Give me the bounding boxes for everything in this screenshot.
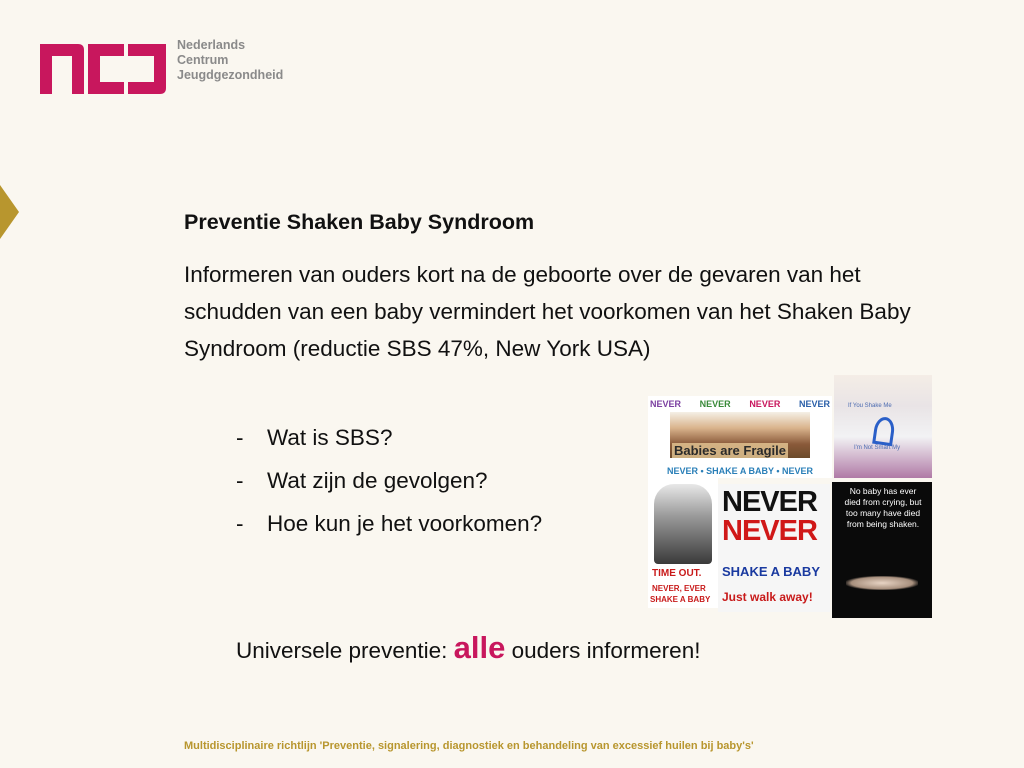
bullet-text: Wat is SBS? (267, 425, 393, 450)
side-arrow-marker (0, 185, 19, 239)
poster3-line2: NEVER, EVER (652, 584, 706, 593)
slide-title: Preventie Shaken Baby Syndroom (184, 210, 535, 234)
logo-line-1: Nederlands (177, 38, 246, 52)
ncj-logo (40, 38, 300, 98)
poster-no-baby-died (832, 482, 932, 618)
bullet-marker: - (236, 425, 244, 450)
universal-suffix: ouders informeren! (511, 638, 701, 663)
player-photo (654, 484, 712, 564)
universal-prefix: Universele preventie: (236, 638, 448, 663)
logo-line-3: Jeugdgezondheid (177, 68, 284, 82)
baby-silhouette (846, 576, 918, 590)
bullet-list (236, 416, 542, 545)
bullet-item (236, 416, 542, 459)
bullet-text: Wat zijn de gevolgen? (267, 468, 488, 493)
logo-line-2: Centrum (177, 53, 229, 67)
poster-never-shake (718, 484, 830, 612)
poster4-never-1: NEVER (722, 486, 817, 518)
universal-emphasis: alle (453, 630, 506, 665)
poster3-line3: SHAKE A BABY (650, 595, 711, 604)
poster4-shake: SHAKE A BABY (722, 564, 820, 579)
poster4-walk: Just walk away! (722, 590, 813, 604)
ribbon-icon (872, 416, 896, 447)
universal-prevention (236, 630, 700, 666)
bullet-text: Hoe kun je het voorkomen? (267, 511, 543, 536)
bullet-item (236, 459, 542, 502)
poster-babies-fragile (648, 396, 832, 478)
bullet-item (236, 502, 542, 545)
poster1-bottom: NEVER • SHAKE A BABY • NEVER (667, 466, 813, 476)
never-label: NEVER (699, 399, 731, 409)
poster5-text: No baby has ever died from crying, but too many have died from being shaken. (844, 486, 922, 529)
logo-text (177, 38, 283, 83)
never-label: NEVER (749, 399, 781, 409)
bullet-marker: - (236, 511, 244, 536)
slide-paragraph: Informeren van ouders kort na de geboorte over de gevaren van het schudden van een baby vermindert het voorkomen van het Shaken Baby Syndroom (reductie SBS 47%, New York USA) (184, 262, 911, 361)
shirt-text-top: If You Shake Me (848, 403, 892, 409)
poster-time-out (648, 478, 718, 608)
bullet-marker: - (236, 468, 244, 493)
never-label: NEVER (650, 399, 682, 409)
babies-caption: Babies are Fragile (674, 443, 786, 458)
footer-text: Multidisciplinaire richtlijn 'Preventie, signalering, diagnostiek en behandeling van excessief huilen bij baby's' (184, 740, 754, 752)
never-label: NEVER (798, 399, 830, 409)
shirt-text-bottom: I'm Not Smart My (854, 445, 901, 451)
poster4-never-2: NEVER (722, 515, 817, 547)
poster-baby-shirt (834, 375, 932, 478)
poster3-line1: TIME OUT. (652, 568, 702, 579)
ncj-logo-mark (40, 38, 168, 96)
